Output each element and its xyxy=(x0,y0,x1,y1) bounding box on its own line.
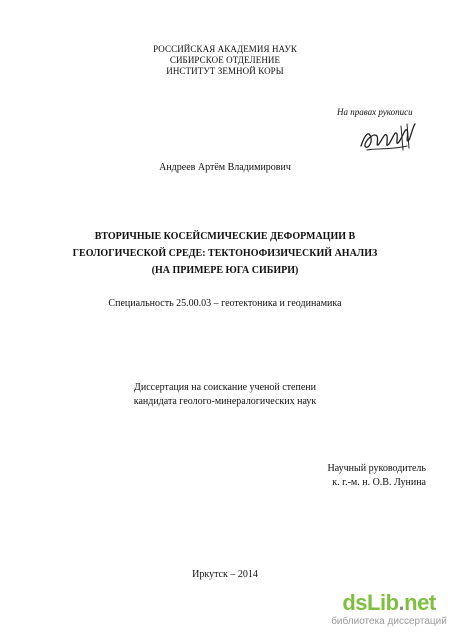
watermark-logo xyxy=(330,590,448,616)
supervisor-block xyxy=(328,462,427,490)
degree-statement xyxy=(0,381,450,409)
city-year: Иркутск – 2014 xyxy=(192,569,258,580)
title-line-2: ГЕОЛОГИЧЕСКОЙ СРЕДЕ: ТЕКТОНОФИЗИЧЕСКИЙ АНАЛИЗ xyxy=(72,248,378,259)
title-line-1: ВТОРИЧНЫЕ КОСЕЙСМИЧЕСКИЕ ДЕФОРМАЦИИ В xyxy=(94,231,356,242)
site-watermark xyxy=(330,590,448,634)
degree-line-2: кандидата геолого-минералогических наук xyxy=(133,396,317,407)
institution-line-branch: СИБИРСКОЕ ОТДЕЛЕНИЕ xyxy=(169,55,281,65)
watermark-logo-dot: . xyxy=(398,590,405,615)
supervisor-name: к. г.-м. н. О.В. Лунина xyxy=(332,477,426,488)
title-line-3: (НА ПРИМЕРЕ ЮГА СИБИРИ) xyxy=(151,265,299,276)
degree-line-1: Диссертация на соискание ученой степени xyxy=(134,382,316,393)
watermark-subtitle: библиотека диссертаций xyxy=(331,616,447,627)
watermark-logo-main: dsLib xyxy=(342,590,399,615)
handwritten-signature xyxy=(357,120,417,160)
manuscript-rights-note: На правах рукописи xyxy=(337,107,413,117)
institution-line-academy: РОССИЙСКАЯ АКАДЕМИЯ НАУК xyxy=(153,44,297,54)
specialty-line: Специальность 25.00.03 – геотектоника и геодинамика xyxy=(108,298,342,309)
institution-header xyxy=(0,44,450,77)
watermark-logo-tld: net xyxy=(404,590,436,615)
supervisor-label: Научный руководитель xyxy=(327,463,426,474)
dissertation-title xyxy=(0,228,450,279)
institution-line-institute: ИНСТИТУТ ЗЕМНОЙ КОРЫ xyxy=(166,66,284,76)
author-name: Андреев Артём Владимирович xyxy=(159,162,291,173)
